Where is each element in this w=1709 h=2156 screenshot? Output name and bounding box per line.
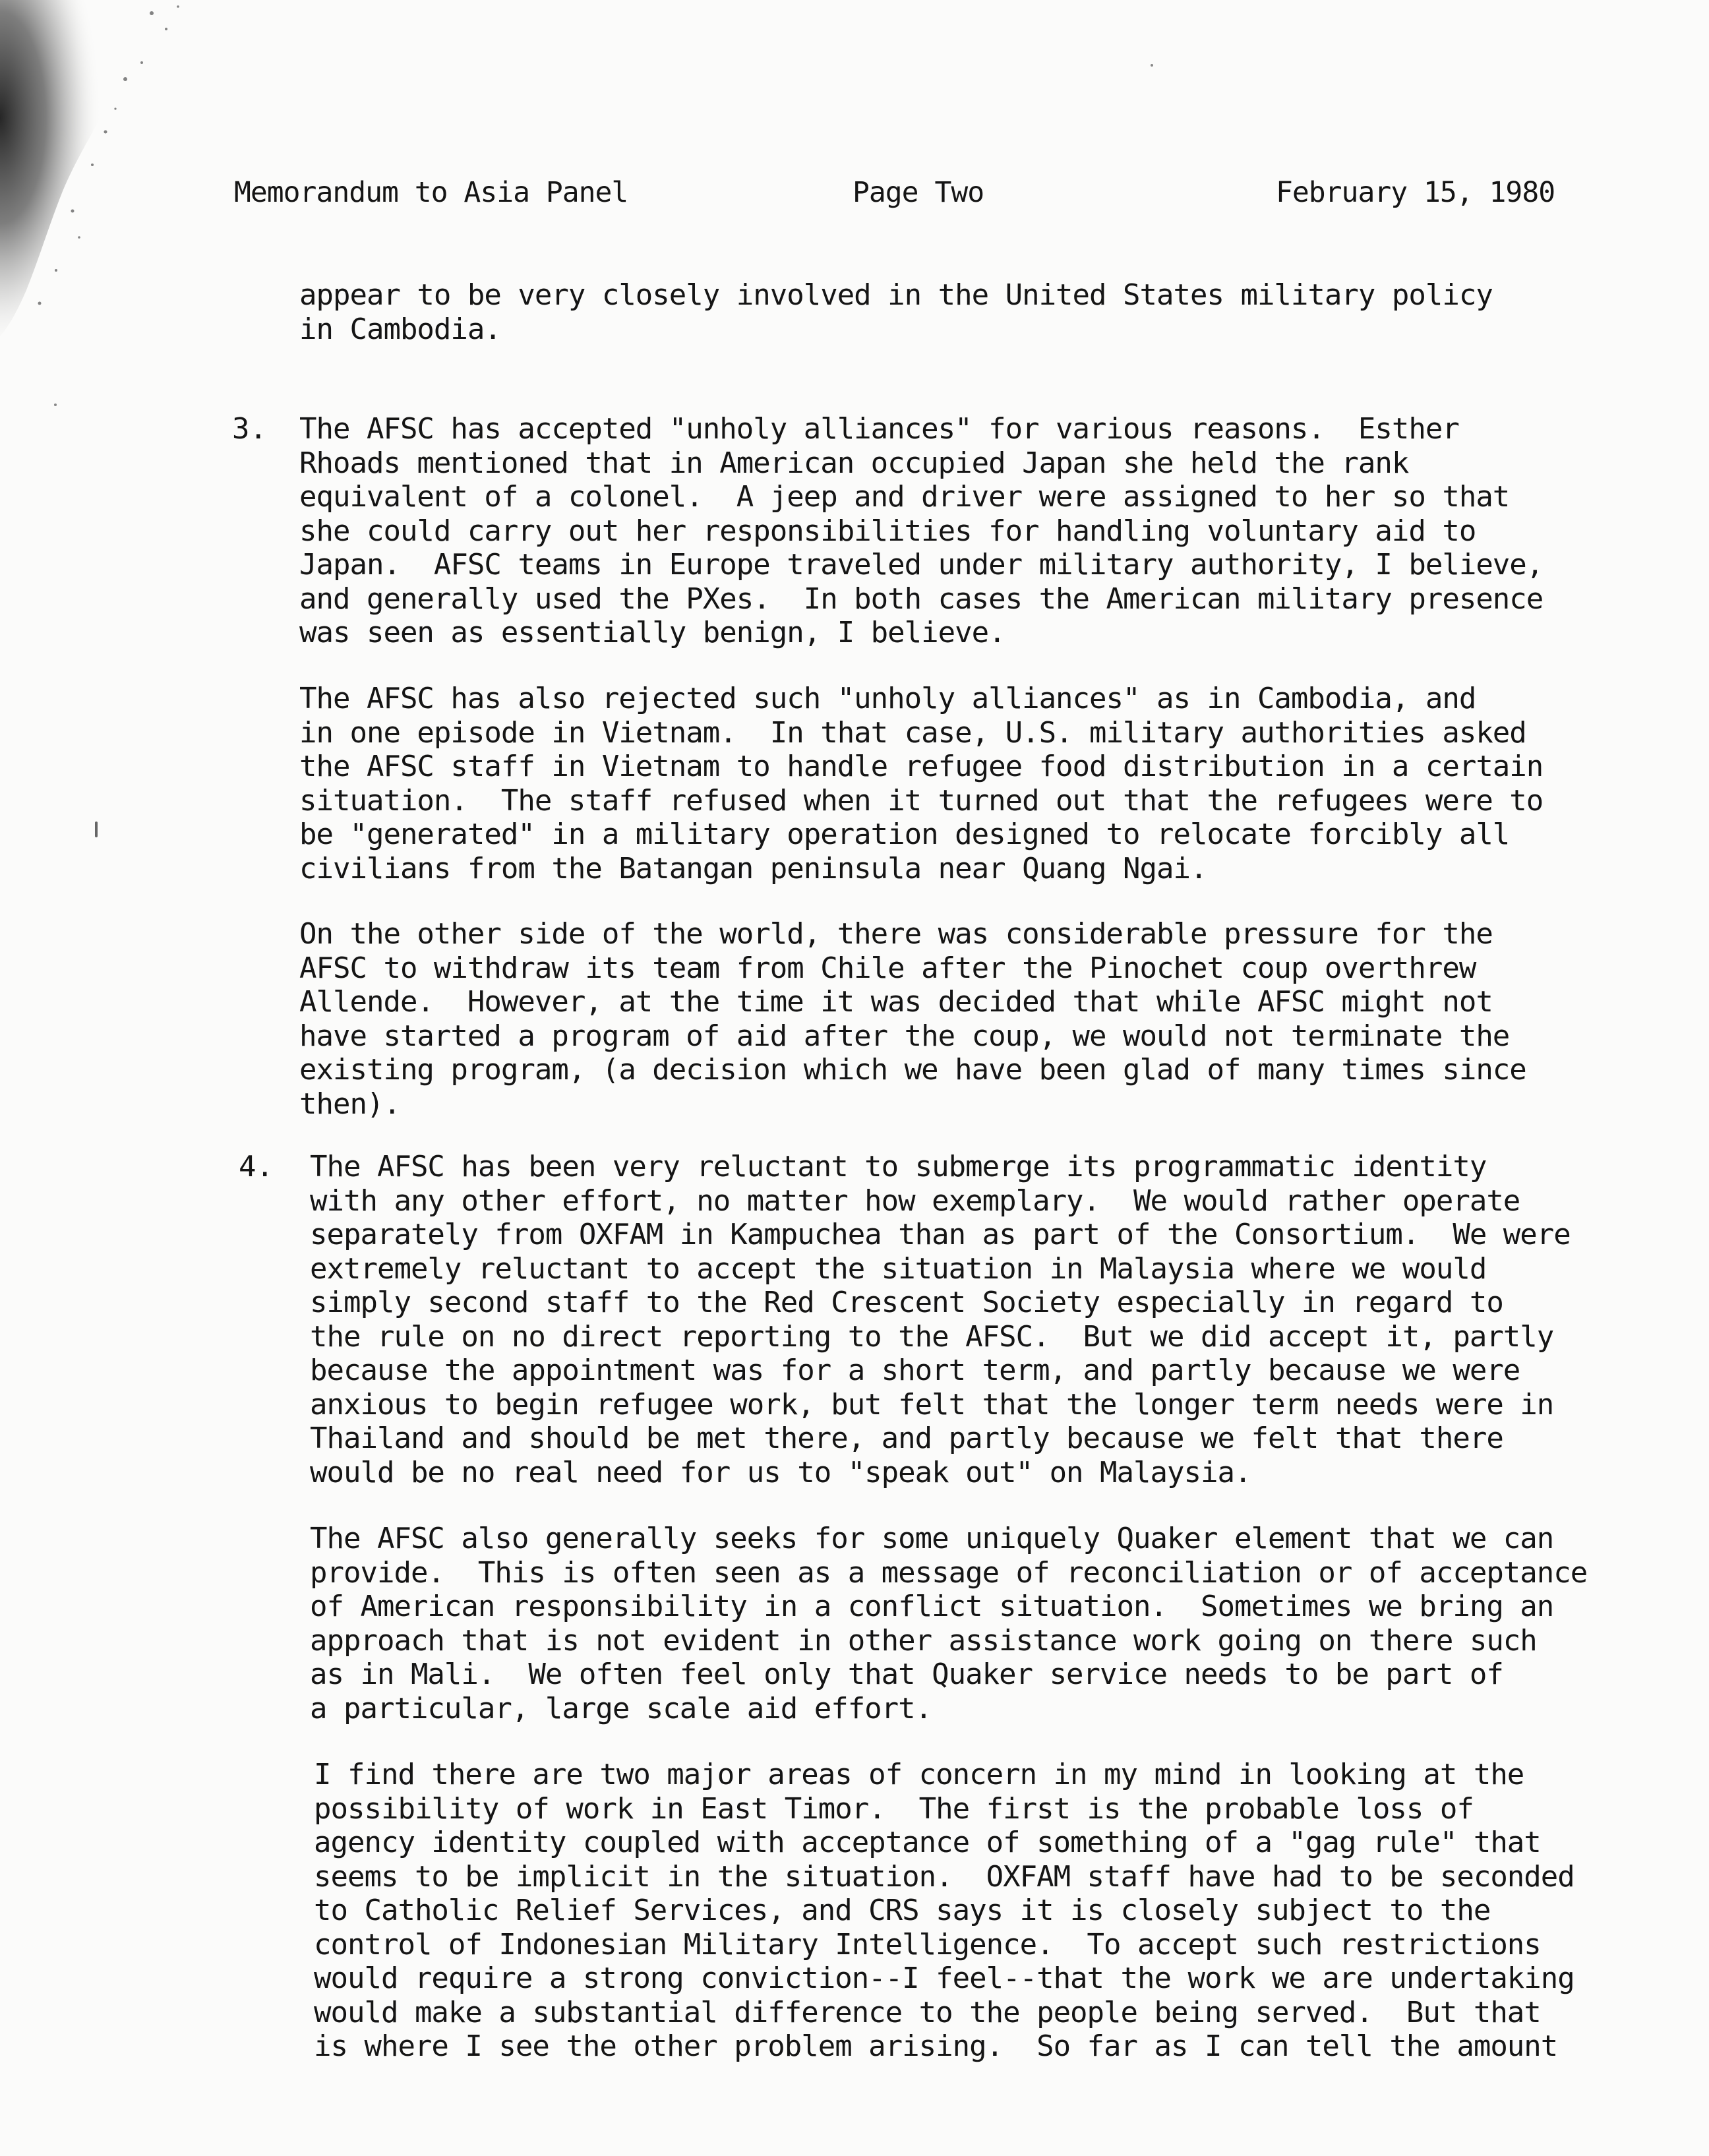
item-number-3: 3. [232,412,267,446]
paragraph-east-timor-concerns: I find there are two major areas of concern in my mind in looking at the possibility of work in East Timor. The first is the probable loss of agency identity coupled with acceptance of something of a "gag rule" that seems to be implicit in the situation. OXFAM staff have had to be seconded to Catholic Relief Services, and CRS says it is closely subject to the control of Indonesian Military Intelligence. To accept such restrictions would require a strong conviction--I feel--that the work we are undertaking would make a substantial difference to the people being served. But that is where I see the other problem arising. So far as I can tell the amount [314,1758,1574,2063]
scan-smudge-mark [0,0,211,343]
stray-mark [54,404,57,406]
item-number-4: 4. [239,1150,274,1183]
paragraph-quaker-element: The AFSC also generally seeks for some uniquely Quaker element that we can provide. This is often seen as a message of reconciliation or of acceptance of American responsibility in a conflict situation. Sometimes we bring an approach that is not evident in other assistance work going on there such as in Mali. We often feel only that Quaker service needs to be part of a particular, large scale aid effort. [310,1522,1588,1725]
memo-header [0,173,1709,212]
paragraph-item-4: The AFSC has been very reluctant to submerge its programmatic identity with any other effort, no matter how exemplary. We would rather operate separately from OXFAM in Kampuchea than as part of the Consortium. We were extremely reluctant to accept the situation in Malaysia where we would simply second staff to the Red Crescent Society especially in regard to the rule on no direct reporting to the AFSC. But we did accept it, partly because the appointment was for a short term, and partly because we were anxious to begin refugee work, but felt that the longer term needs were in Thailand and should be met there, and partly because we felt that there would be no real need for us to "speak out" on Malaysia. [310,1150,1571,1489]
paragraph-continuation: appear to be very closely involved in the United States military policy in Cambodia. [299,278,1493,346]
header-page-number: Page Two [853,176,984,209]
paragraph-rejected-alliances: The AFSC has also rejected such "unholy alliances" as in Cambodia, and in one episode in Vietnam. In that case, U.S. military authorities asked the AFSC staff in Vietnam to handle refugee food distribution in a certain situation. The staff refused when it turned out that the refugees were to be "generated" in a military operation designed to relocate forcibly all civilians from the Batangan peninsula near Quang Ngai. [299,682,1544,885]
header-recipient: Memorandum to Asia Panel [234,176,628,209]
paragraph-chile: On the other side of the world, there was considerable pressure for the AFSC to withdraw its team from Chile after the Pinochet coup overthrew Allende. However, at the time it was decided that while AFSC might not have started a program of aid after the coup, we would not terminate the existing program, (a decision which we have been glad of many times since then). [299,917,1526,1121]
stray-mark [95,822,98,837]
stray-mark [1151,64,1153,67]
header-date: February 15, 1980 [1276,176,1555,209]
paragraph-item-3: The AFSC has accepted "unholy alliances" for various reasons. Esther Rhoads mentioned that in American occupied Japan she held the rank equivalent of a colonel. A jeep and driver were assigned to her so that she could carry out her responsibilities for handling voluntary aid to Japan. AFSC teams in Europe traveled under military authority, I believe, and generally used the PXes. In both cases the American military presence was seen as essentially benign, I believe. [299,412,1544,649]
